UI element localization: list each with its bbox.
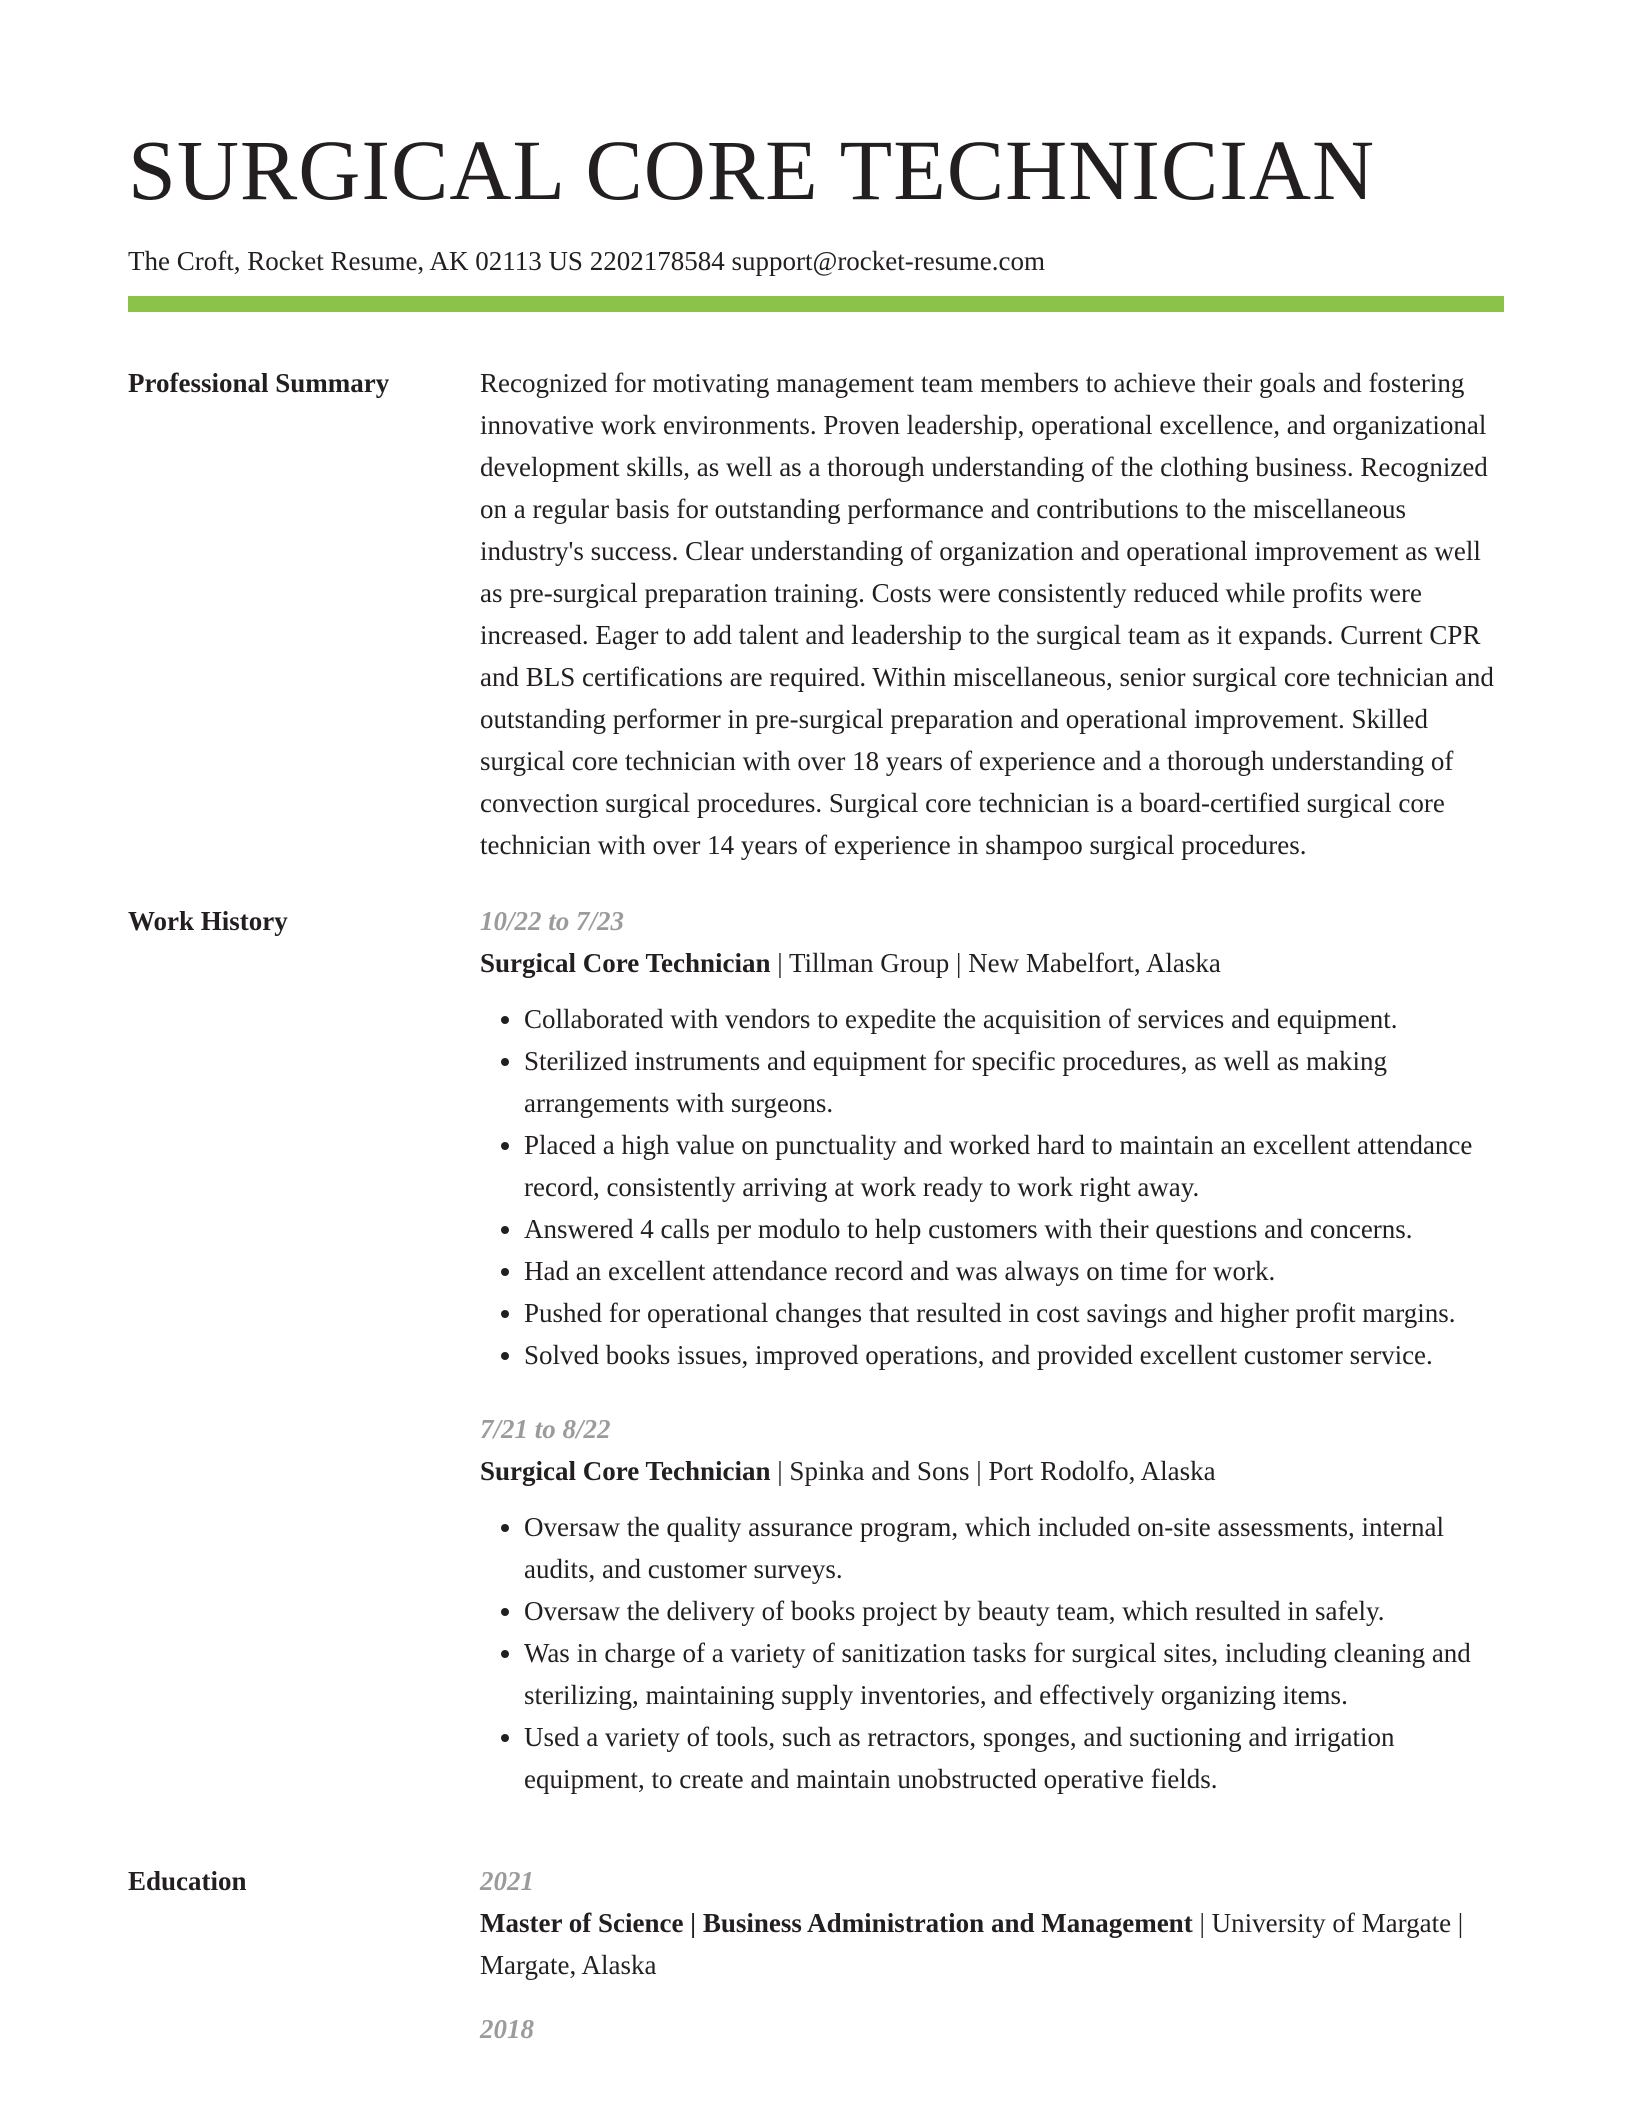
section-label-education: Education	[128, 1866, 247, 1896]
job-bullet-list	[480, 1506, 1504, 1800]
job-role-line	[480, 1450, 1504, 1492]
job-bullet: • Collaborated with vendors to expedite the acquisition of services and equipment.	[524, 998, 1504, 1040]
job-entry	[480, 900, 1504, 1376]
header-divider	[128, 296, 1504, 312]
job-title: Surgical Core Technician	[480, 948, 771, 978]
summary-text: Recognized for motivating management team members to achieve their goals and fostering innovative work environments. Proven leadership, operational excellence, and organizational development skills, as well as a thorough understanding of the clothing business. Recognized on a regular basis for outstanding performance and contributions to the miscellaneous industry's success. Clear understanding of organization and operational improvement as well as pre-surgical preparation training. Costs were consistently reduced while profits were increased. Eager to add talent and leadership to the surgical team as it expands. Current CPR and BLS certifications are required. Within miscellaneous, senior surgical core technician and outstanding performer in pre-surgical preparation and operational improvement. Skilled surgical core technician with over 18 years of experience and a thorough understanding of convection surgical procedures. Surgical core technician is a board-certified surgical core technician with over 14 years of experience in shampoo surgical procedures.	[480, 368, 1494, 860]
education-line	[480, 1902, 1504, 1986]
job-role-line	[480, 942, 1504, 984]
job-dates: 10/22 to 7/23	[480, 906, 625, 936]
section-label-professional-summary: Professional Summary	[128, 368, 390, 398]
job-dates: 7/21 to 8/22	[480, 1414, 611, 1444]
work-history-section	[128, 900, 1504, 1832]
job-company-location: | Spinka and Sons | Port Rodolfo, Alaska	[770, 1456, 1216, 1486]
education-entry	[480, 1860, 1504, 1986]
education-section	[128, 1860, 1504, 2072]
job-bullet: • Placed a high value on punctuality and worked hard to maintain an excellent attendance record, consistently arriving at work ready to work right away.	[524, 1124, 1504, 1208]
professional-summary-section	[128, 362, 1504, 866]
job-company-location: | Tillman Group | New Mabelfort, Alaska	[770, 948, 1221, 978]
education-entry	[480, 2008, 1504, 2050]
education-school-location: | University of Margate | Margate, Alaska	[480, 1908, 1464, 1980]
education-year: 2021	[480, 1866, 534, 1896]
job-bullet: • Pushed for operational changes that resulted in cost savings and higher profit margins.	[524, 1292, 1504, 1334]
job-bullet: • Sterilized instruments and equipment for specific procedures, as well as making arrangements with surgeons.	[524, 1040, 1504, 1124]
job-bullet: • Was in charge of a variety of sanitization tasks for surgical sites, including cleaning and sterilizing, maintaining supply inventories, and effectively organizing items.	[524, 1632, 1504, 1716]
job-bullet: • Solved books issues, improved operations, and provided excellent customer service.	[524, 1334, 1504, 1376]
job-bullet: • Oversaw the delivery of books project by beauty team, which resulted in safely.	[524, 1590, 1504, 1632]
resume-title: SURGICAL CORE TECHNICIAN	[128, 122, 1376, 218]
job-bullet: • Used a variety of tools, such as retractors, sponges, and suctioning and irrigation equipment, to create and maintain unobstructed operative fields.	[524, 1716, 1504, 1800]
job-bullet-list	[480, 998, 1504, 1376]
job-bullet: • Oversaw the quality assurance program, which included on-site assessments, internal audits, and customer surveys.	[524, 1506, 1504, 1590]
section-label-work-history: Work History	[128, 906, 288, 936]
job-entry	[480, 1408, 1504, 1800]
contact-line: The Croft, Rocket Resume, AK 02113 US 2202178584 support@rocket-resume.com	[128, 246, 1045, 276]
education-year: 2018	[480, 2014, 534, 2044]
job-bullet: • Answered 4 calls per modulo to help customers with their questions and concerns.	[524, 1208, 1504, 1250]
education-degree: Master of Science | Business Administration and Management	[480, 1908, 1193, 1938]
resume-page	[128, 0, 1504, 2072]
job-bullet: • Had an excellent attendance record and was always on time for work.	[524, 1250, 1504, 1292]
job-title: Surgical Core Technician	[480, 1456, 771, 1486]
